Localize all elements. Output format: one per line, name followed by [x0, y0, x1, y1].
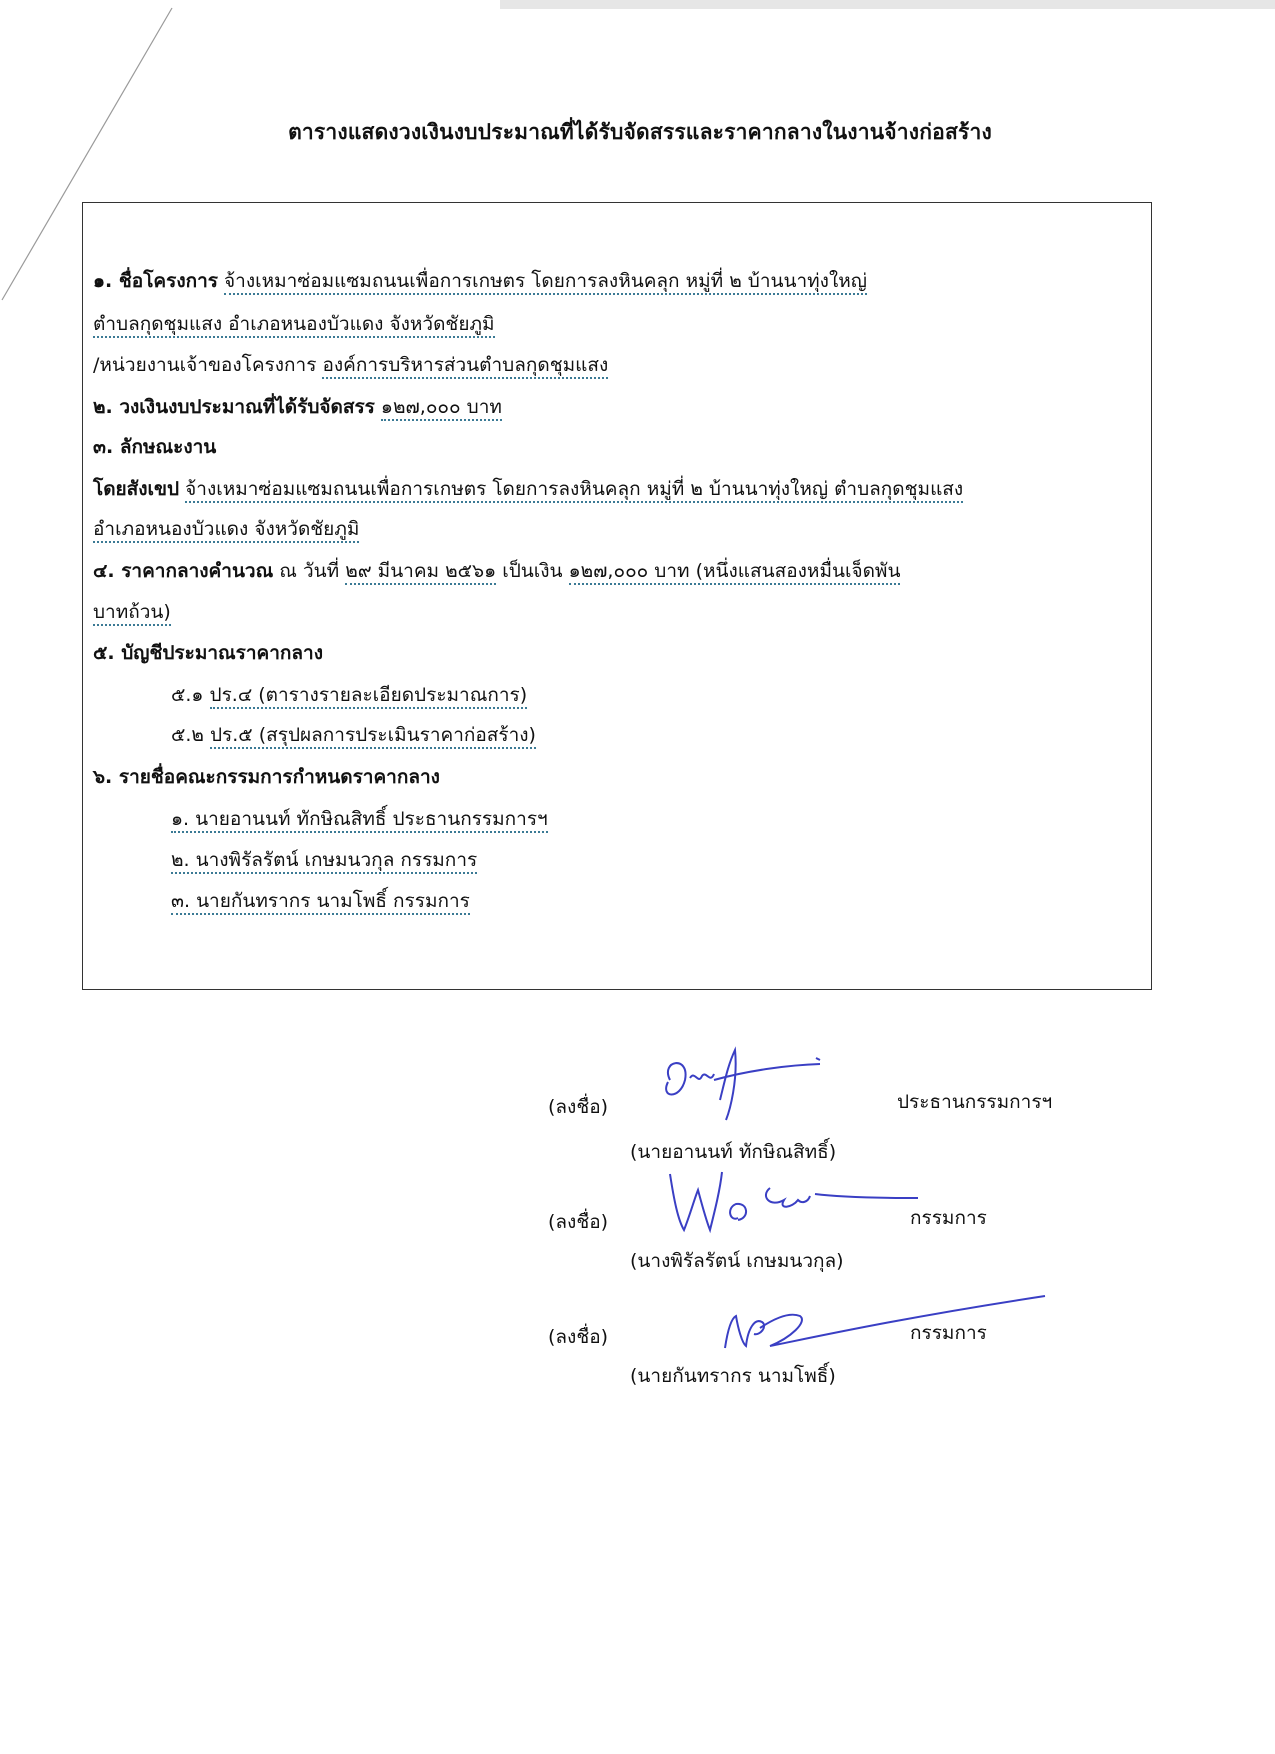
section-3-line-1	[93, 477, 963, 501]
section-1-line-3	[93, 353, 608, 377]
amount-label: เป็นเงิน	[502, 560, 563, 582]
section-2-label: ๒. วงเงินงบประมาณที่ได้รับจัดสรร	[93, 396, 375, 418]
signature-3-image	[700, 1288, 1050, 1368]
item-text: ปร.๕ (สรุปผลการประเมินราคาก่อสร้าง)	[210, 724, 536, 749]
committee-member-2	[171, 848, 477, 872]
on-date-label: ณ วันที่	[279, 560, 340, 582]
sign-role-2: กรรมการ	[910, 1207, 987, 1229]
member-text: ๒. นางพิรัลรัตน์ เกษมนวกุล กรรมการ	[171, 849, 477, 874]
section-3-line-2	[93, 517, 359, 541]
project-name: จ้างเหมาซ่อมแซมถนนเพื่อการเกษตร โดยการลงหินคลุก หมู่ที่ ๒ บ้านนาทุ่งใหญ่	[224, 270, 867, 295]
member-text: ๓. นายกันทรากร นามโพธิ์ กรรมการ	[171, 890, 470, 915]
section-1-line-1	[93, 269, 867, 293]
scan-top-shadow	[500, 0, 1275, 14]
section-5-item-2	[171, 723, 536, 747]
signature-2-image	[660, 1160, 930, 1255]
sign-label-2: (ลงชื่อ)	[548, 1211, 609, 1233]
committee-member-3	[171, 889, 470, 913]
section-6-label: ๖. รายชื่อคณะกรรมการกำหนดราคากลาง	[93, 766, 440, 788]
section-2-line	[93, 395, 502, 419]
agency-label: /หน่วยงานเจ้าของโครงการ	[93, 354, 317, 376]
item-text: ปร.๔ (ตารางรายละเอียดประมาณการ)	[210, 684, 528, 709]
member-text: ๑. นายอานนท์ ทักษิณสิทธิ์ ประธานกรรมการฯ	[171, 808, 548, 833]
sign-role-3: กรรมการ	[910, 1322, 987, 1344]
section-4-line-2	[93, 600, 171, 624]
section-3-label: ๓. ลักษณะงาน	[93, 436, 217, 458]
median-price-words-end: บาทถ้วน)	[93, 601, 171, 626]
signer-name-1: (นายอานนท์ ทักษิณสิทธิ์)	[630, 1141, 837, 1163]
signature-1-image	[640, 1040, 830, 1125]
committee-member-1	[171, 807, 548, 831]
section-1-label: ๑. ชื่อโครงการ	[93, 270, 218, 292]
work-summary: จ้างเหมาซ่อมแซมถนนเพื่อการเกษตร โดยการลงหินคลุก หมู่ที่ ๒ บ้านนาทุ่งใหญ่ ตำบลกุดชุมแสง	[185, 478, 963, 503]
section-1-line-2	[93, 312, 495, 336]
calc-date: ๒๙ มีนาคม ๒๕๖๑	[345, 560, 496, 585]
signer-name-3: (นายกันทรากร นามโพธิ์)	[630, 1365, 836, 1387]
section-5-label: ๕. บัญชีประมาณราคากลาง	[93, 642, 323, 664]
section-4-line-1	[93, 559, 900, 583]
sign-role-1: ประธานกรรมการฯ	[897, 1091, 1053, 1113]
median-price: ๑๒๗,๐๐๐ บาท (หนึ่งแสนสองหมื่นเจ็ดพัน	[569, 560, 901, 585]
section-4-label: ๔. ราคากลางคำนวณ	[93, 560, 274, 582]
budget-info-box	[82, 202, 1152, 990]
budget-amount: ๑๒๗,๐๐๐ บาท	[381, 396, 502, 421]
summary-label: โดยสังเขป	[93, 478, 180, 500]
item-number: ๕.๑	[171, 684, 204, 706]
sign-label-1: (ลงชื่อ)	[548, 1096, 609, 1118]
project-location: ตำบลกุดชุมแสง อำเภอหนองบัวแดง จังหวัดชัยภูมิ	[93, 313, 495, 338]
signer-name-2: (นางพิรัลรัตน์ เกษมนวกุล)	[630, 1250, 844, 1272]
work-summary-location: อำเภอหนองบัวแดง จังหวัดชัยภูมิ	[93, 518, 359, 543]
page-title: ตารางแสดงวงเงินงบประมาณที่ได้รับจัดสรรและราคากลางในงานจ้างก่อสร้าง	[288, 120, 992, 144]
agency-name: องค์การบริหารส่วนตำบลกุดชุมแสง	[322, 354, 608, 379]
sign-label-3: (ลงชื่อ)	[548, 1326, 609, 1348]
section-5-item-1	[171, 683, 527, 707]
item-number: ๕.๒	[171, 724, 204, 746]
